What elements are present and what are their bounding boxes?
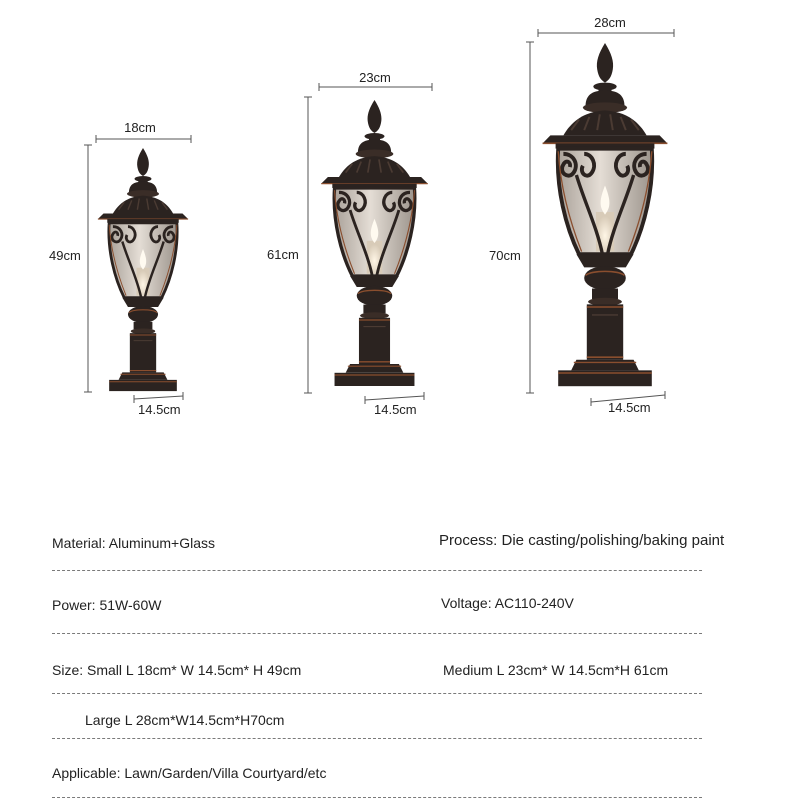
- spec-power: Power: 51W-60W: [52, 597, 162, 613]
- lamp-medium-height-label: 61cm: [267, 247, 299, 262]
- lamp-medium-base-label: 14.5cm: [374, 402, 417, 417]
- lamp-small-height-label: 49cm: [49, 248, 81, 263]
- spec-voltage: Voltage: AC110-240V: [441, 595, 574, 611]
- lamp-small-width-line: [96, 135, 191, 143]
- lamp-medium-width-label: 23cm: [359, 70, 391, 85]
- lamp-medium-height-line: [304, 97, 312, 393]
- lamp-small-height-line: [84, 145, 92, 392]
- spec-divider: [52, 633, 702, 634]
- spec-applicable: Applicable: Lawn/Garden/Villa Courtyard/etc: [52, 765, 327, 781]
- spec-size-large: Large L 28cm*W14.5cm*H70cm: [85, 712, 285, 728]
- lamp-medium-image: [321, 100, 428, 386]
- spec-divider: [52, 797, 702, 798]
- spec-divider: [52, 693, 702, 694]
- lamp-small-width-label: 18cm: [124, 120, 156, 135]
- lamp-large-height-line: [526, 42, 534, 393]
- lamp-large-width-label: 28cm: [594, 15, 626, 30]
- lamp-large-image: [543, 43, 668, 386]
- spec-size-medium: Medium L 23cm* W 14.5cm*H 61cm: [443, 662, 669, 678]
- spec-process: Process: Die casting/polishing/baking paint: [439, 532, 725, 549]
- lamp-small-base-label: 14.5cm: [138, 402, 181, 417]
- lamp-large-height-label: 70cm: [489, 248, 521, 263]
- lamp-large-base-label: 14.5cm: [608, 400, 651, 415]
- spec-divider: [52, 570, 702, 571]
- lamp-small-image: [98, 148, 188, 391]
- spec-divider: [52, 738, 702, 739]
- spec-size-small: Size: Small L 18cm* W 14.5cm* H 49cm: [52, 662, 302, 678]
- lamp-large-width-line: [538, 29, 674, 37]
- spec-material: Material: Aluminum+Glass: [52, 535, 216, 551]
